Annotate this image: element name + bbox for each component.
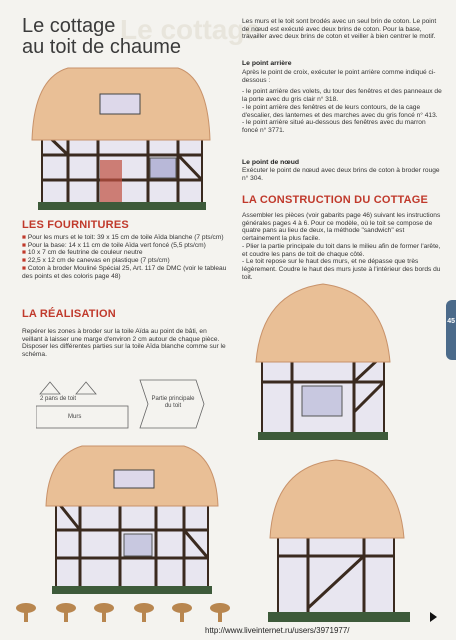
list-item: ■ Pour la base: 14 x 11 cm de toile Aïda vert foncé (5,5 pts/cm) xyxy=(22,241,206,249)
construction-heading: LA CONSTRUCTION DU COTTAGE xyxy=(242,194,429,206)
cottage-photo-stair xyxy=(264,458,414,626)
diagram-label-pans: 2 pans de toit xyxy=(40,396,77,402)
intro-paragraph: Les murs et le toit sont brodés avec un seul brin de coton. Le point de nœud est exécuté avec deux brins de coton. Pour la base, travailler avec deux brins de coton et veiller à bien centrer le motif. xyxy=(242,18,437,41)
title-line-1: Le cottage xyxy=(22,15,116,37)
diagram-label-murs: Murs xyxy=(68,414,82,420)
list-item: ■ 10 x 7 cm de feutrine de couleur neutre xyxy=(22,249,143,257)
knot-text: Exécuter le point de nœud avec deux brins de coton à broder rouge n° 304. xyxy=(242,167,440,182)
back-stitch-text: Après le point de croix, exécuter le point arrière comme indiqué ci-dessous : - le point arrière des volets, du tour des fenêtres et des panneaux de la porte avec du gris clair n° 318. - le point arrière des fenêtres et de leurs contours, de la cage d'escalier, des lanternes et des marches avec du gris foncé n° 413. - le point arrière situé au-dessous des fenêtres avec du marron foncé n° 3771. xyxy=(242,69,442,134)
source-url: http://www.liveinternet.ru/users/3971977/ xyxy=(205,626,350,635)
list-item: ■ Coton à broder Mouliné Spécial 25, Art. 117 de DMC (voir le tableau des points et des coloris page 48) xyxy=(22,264,227,280)
fournitures-list xyxy=(22,234,228,280)
page-edge-tab xyxy=(446,300,456,360)
title-line-2: au toit de chaume xyxy=(22,36,181,58)
background-watermark: Le cottage xyxy=(120,14,261,45)
knot-title: Le point de nœud xyxy=(242,159,300,166)
page-title xyxy=(22,16,181,58)
list-item: ■ 22,5 x 12 cm de canevas en plastique (7 pts/cm) xyxy=(22,257,170,265)
next-page-arrow-icon[interactable] xyxy=(430,612,437,622)
fournitures-heading: LES FOURNITURES xyxy=(22,219,129,231)
list-item: ■ Pour les murs et le toit: 39 x 15 cm de toile Aïda blanche (7 pts/cm) xyxy=(22,234,224,241)
cottage-photo-side xyxy=(252,282,394,444)
realisation-text: Repérer les zones à broder sur la toile Aïda au point de bâti, en veillant à laisser une marge d'environ 2 cm autour de chaque pièce. Disposer les différentes parties sur la toile Aïda blanche comme sur le schéma. xyxy=(22,328,226,359)
decorative-mushrooms xyxy=(14,600,244,626)
diagram-label-partie: Partie principale du toit xyxy=(151,396,195,409)
cottage-photo-front xyxy=(28,60,213,212)
construction-text: Assembler les pièces (voir gabarits page 46) suivant les instructions générales pages 4 à 6. Pour ce modèle, où le toit se compose de quatre pans au lieu de deux, la méthode "sandwich" est certainement la plus facile. - Plier la partie principale du toit dans le milieu afin de former l'arête, et coudre les pans de toit de chaque côté. - Le toit repose sur le haut des murs, et ne dépasse que très légèrement. Coudre le haut des murs juste à l'intérieur des bords du toit. xyxy=(242,212,441,281)
cottage-photo-back xyxy=(44,440,220,598)
page-number: 45 xyxy=(447,318,455,325)
back-stitch-title: Le point arrière xyxy=(242,60,292,67)
realisation-heading: LA RÉALISATION xyxy=(22,308,116,320)
